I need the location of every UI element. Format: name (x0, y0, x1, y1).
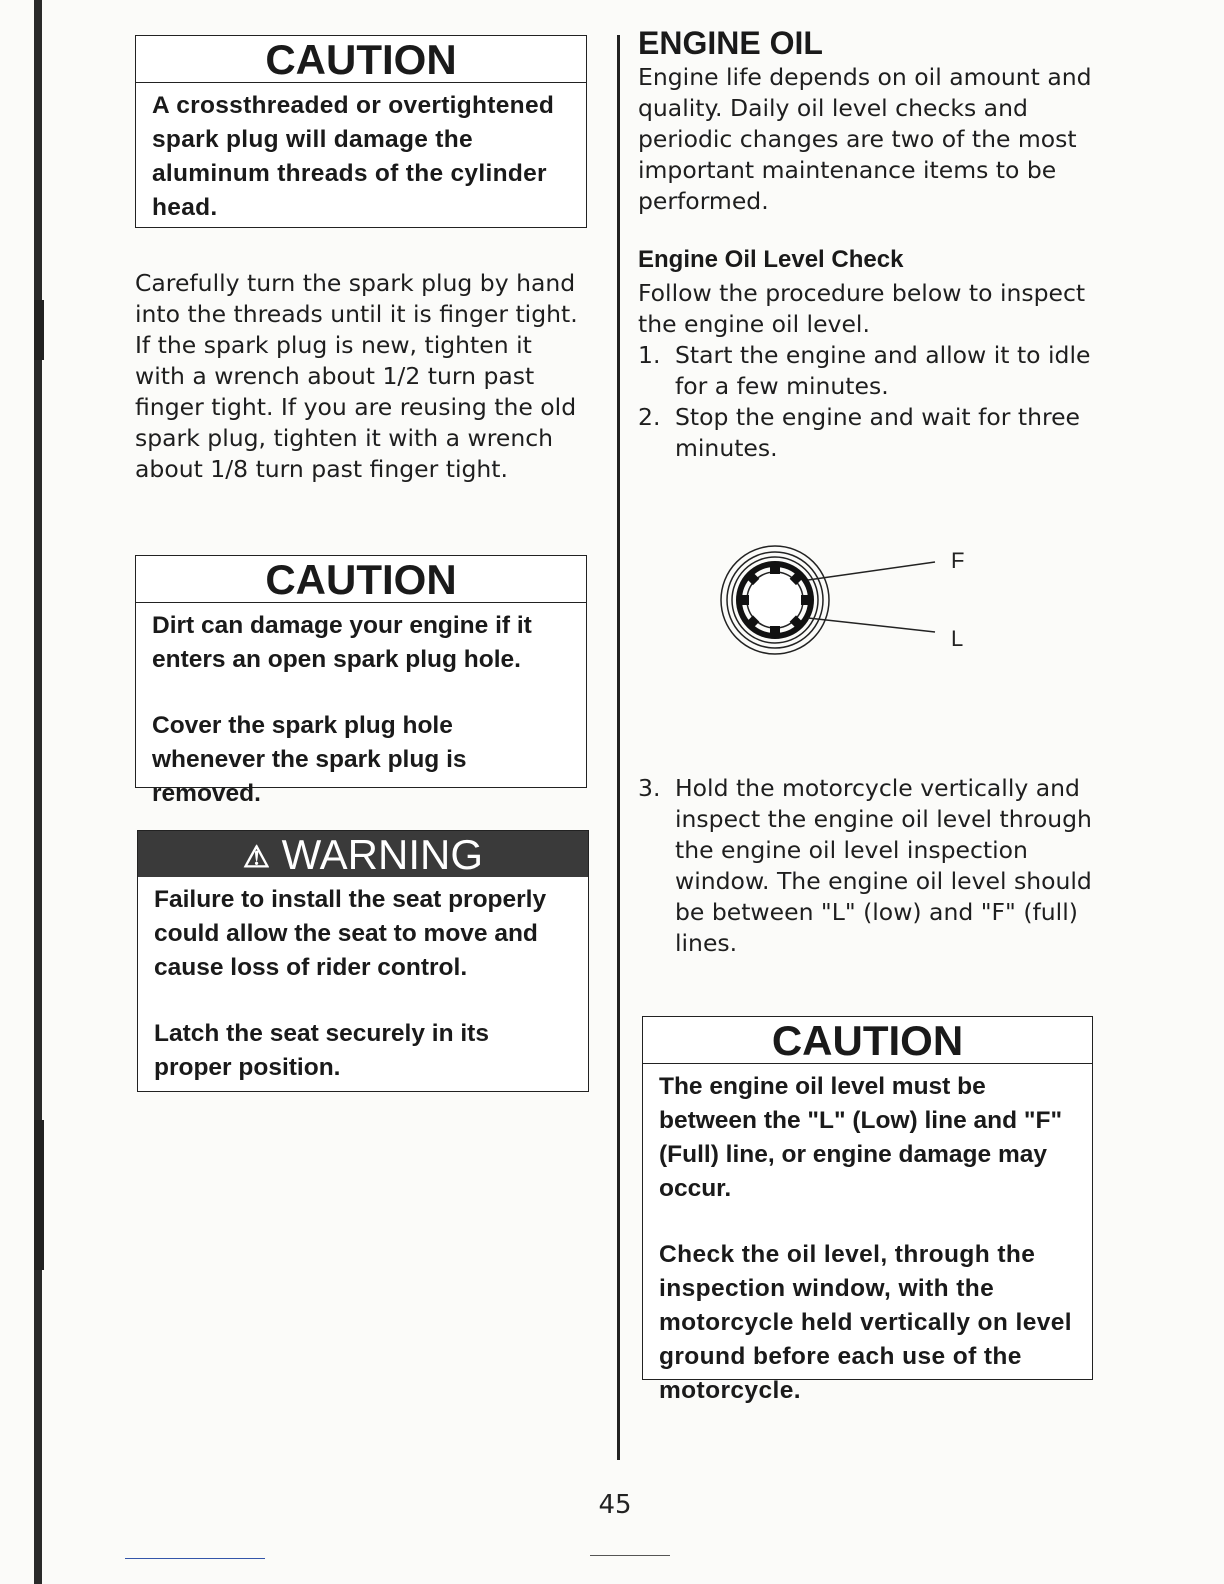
spark-plug-instructions (135, 268, 587, 485)
oil-window-illustration (720, 530, 980, 670)
procedure-intro: Follow the procedure below to inspect the engine oil level. (638, 279, 1086, 338)
caution-text: The engine oil level must be between the "L" (Low) line and "F" (Full) line, or engine damage may occur. (659, 1073, 1063, 1202)
binding-mark (34, 1120, 44, 1270)
engine-oil-intro (638, 62, 1098, 217)
warning-text: Failure to install the seat properly could allow the seat to move and cause loss of rider control. (154, 886, 547, 981)
warning-heading (138, 831, 588, 877)
binding-mark (34, 300, 44, 360)
step-item: 3. Hold the motorcycle vertically and inspect the engine oil level through the engine oil level inspection window. The engine oil level should be between "L" (low) and "F" (full) lines. (638, 774, 1092, 957)
footer-rule (125, 1558, 265, 1559)
oil-check-step-3 (638, 773, 1098, 959)
page-number: 45 (598, 1490, 632, 1520)
caution-box-dirt (135, 555, 587, 807)
caution-heading: CAUTION (136, 556, 586, 603)
warning-heading-text: WARNING (281, 831, 483, 878)
subheading: Engine Oil Level Check (638, 246, 904, 273)
steps-list (638, 340, 1098, 464)
oil-level-window-diagram (720, 530, 980, 670)
footer-rule (590, 1555, 670, 1556)
warning-text: Latch the seat securely in its proper position. (154, 1020, 489, 1081)
column-divider (617, 35, 620, 1460)
caution-text: Check the oil level, through the inspection window, with the motorcycle held vertically on level ground before each use of the motorcycle. (659, 1241, 1072, 1404)
warning-box-seat (137, 830, 589, 1092)
step-item: 2. Stop the engine and wait for three minutes. (638, 403, 1081, 462)
caution-box-crossthread (135, 35, 587, 228)
oil-check-procedure (638, 278, 1098, 464)
binding-edge (34, 0, 42, 1584)
spark-plug-paragraph: Carefully turn the spark plug by hand into the threads until it is finger tight. If the spark plug is new, tighten it with a wrench about 1/2 turn past finger tight. If you are reusing the old spark plug, tighten it with a wrench about 1/8 turn past finger tight. (135, 269, 578, 483)
warning-triangle-icon: ⚠ (242, 840, 270, 874)
caution-text: A crossthreaded or overtightened spark plug will damage the aluminum threads of the cylinder head. (152, 92, 555, 221)
low-line-label: L (951, 626, 964, 651)
caution-heading: CAUTION (136, 36, 586, 83)
caution-heading: CAUTION (643, 1017, 1092, 1064)
caution-text: Cover the spark plug hole whenever the spark plug is removed. (152, 712, 467, 807)
caution-text: Dirt can damage your engine if it enters an open spark plug hole. (152, 612, 532, 673)
step-item: 1. Start the engine and allow it to idle for a few minutes. (638, 341, 1091, 400)
intro-paragraph: Engine life depends on oil amount and quality. Daily oil level checks and periodic changes are two of the most important maintenance items to be performed. (638, 63, 1092, 215)
steps-list-continued (638, 773, 1098, 959)
section-title: ENGINE OIL (638, 25, 823, 61)
full-line-label: F (951, 548, 965, 573)
caution-box-oil-level (642, 1016, 1093, 1404)
